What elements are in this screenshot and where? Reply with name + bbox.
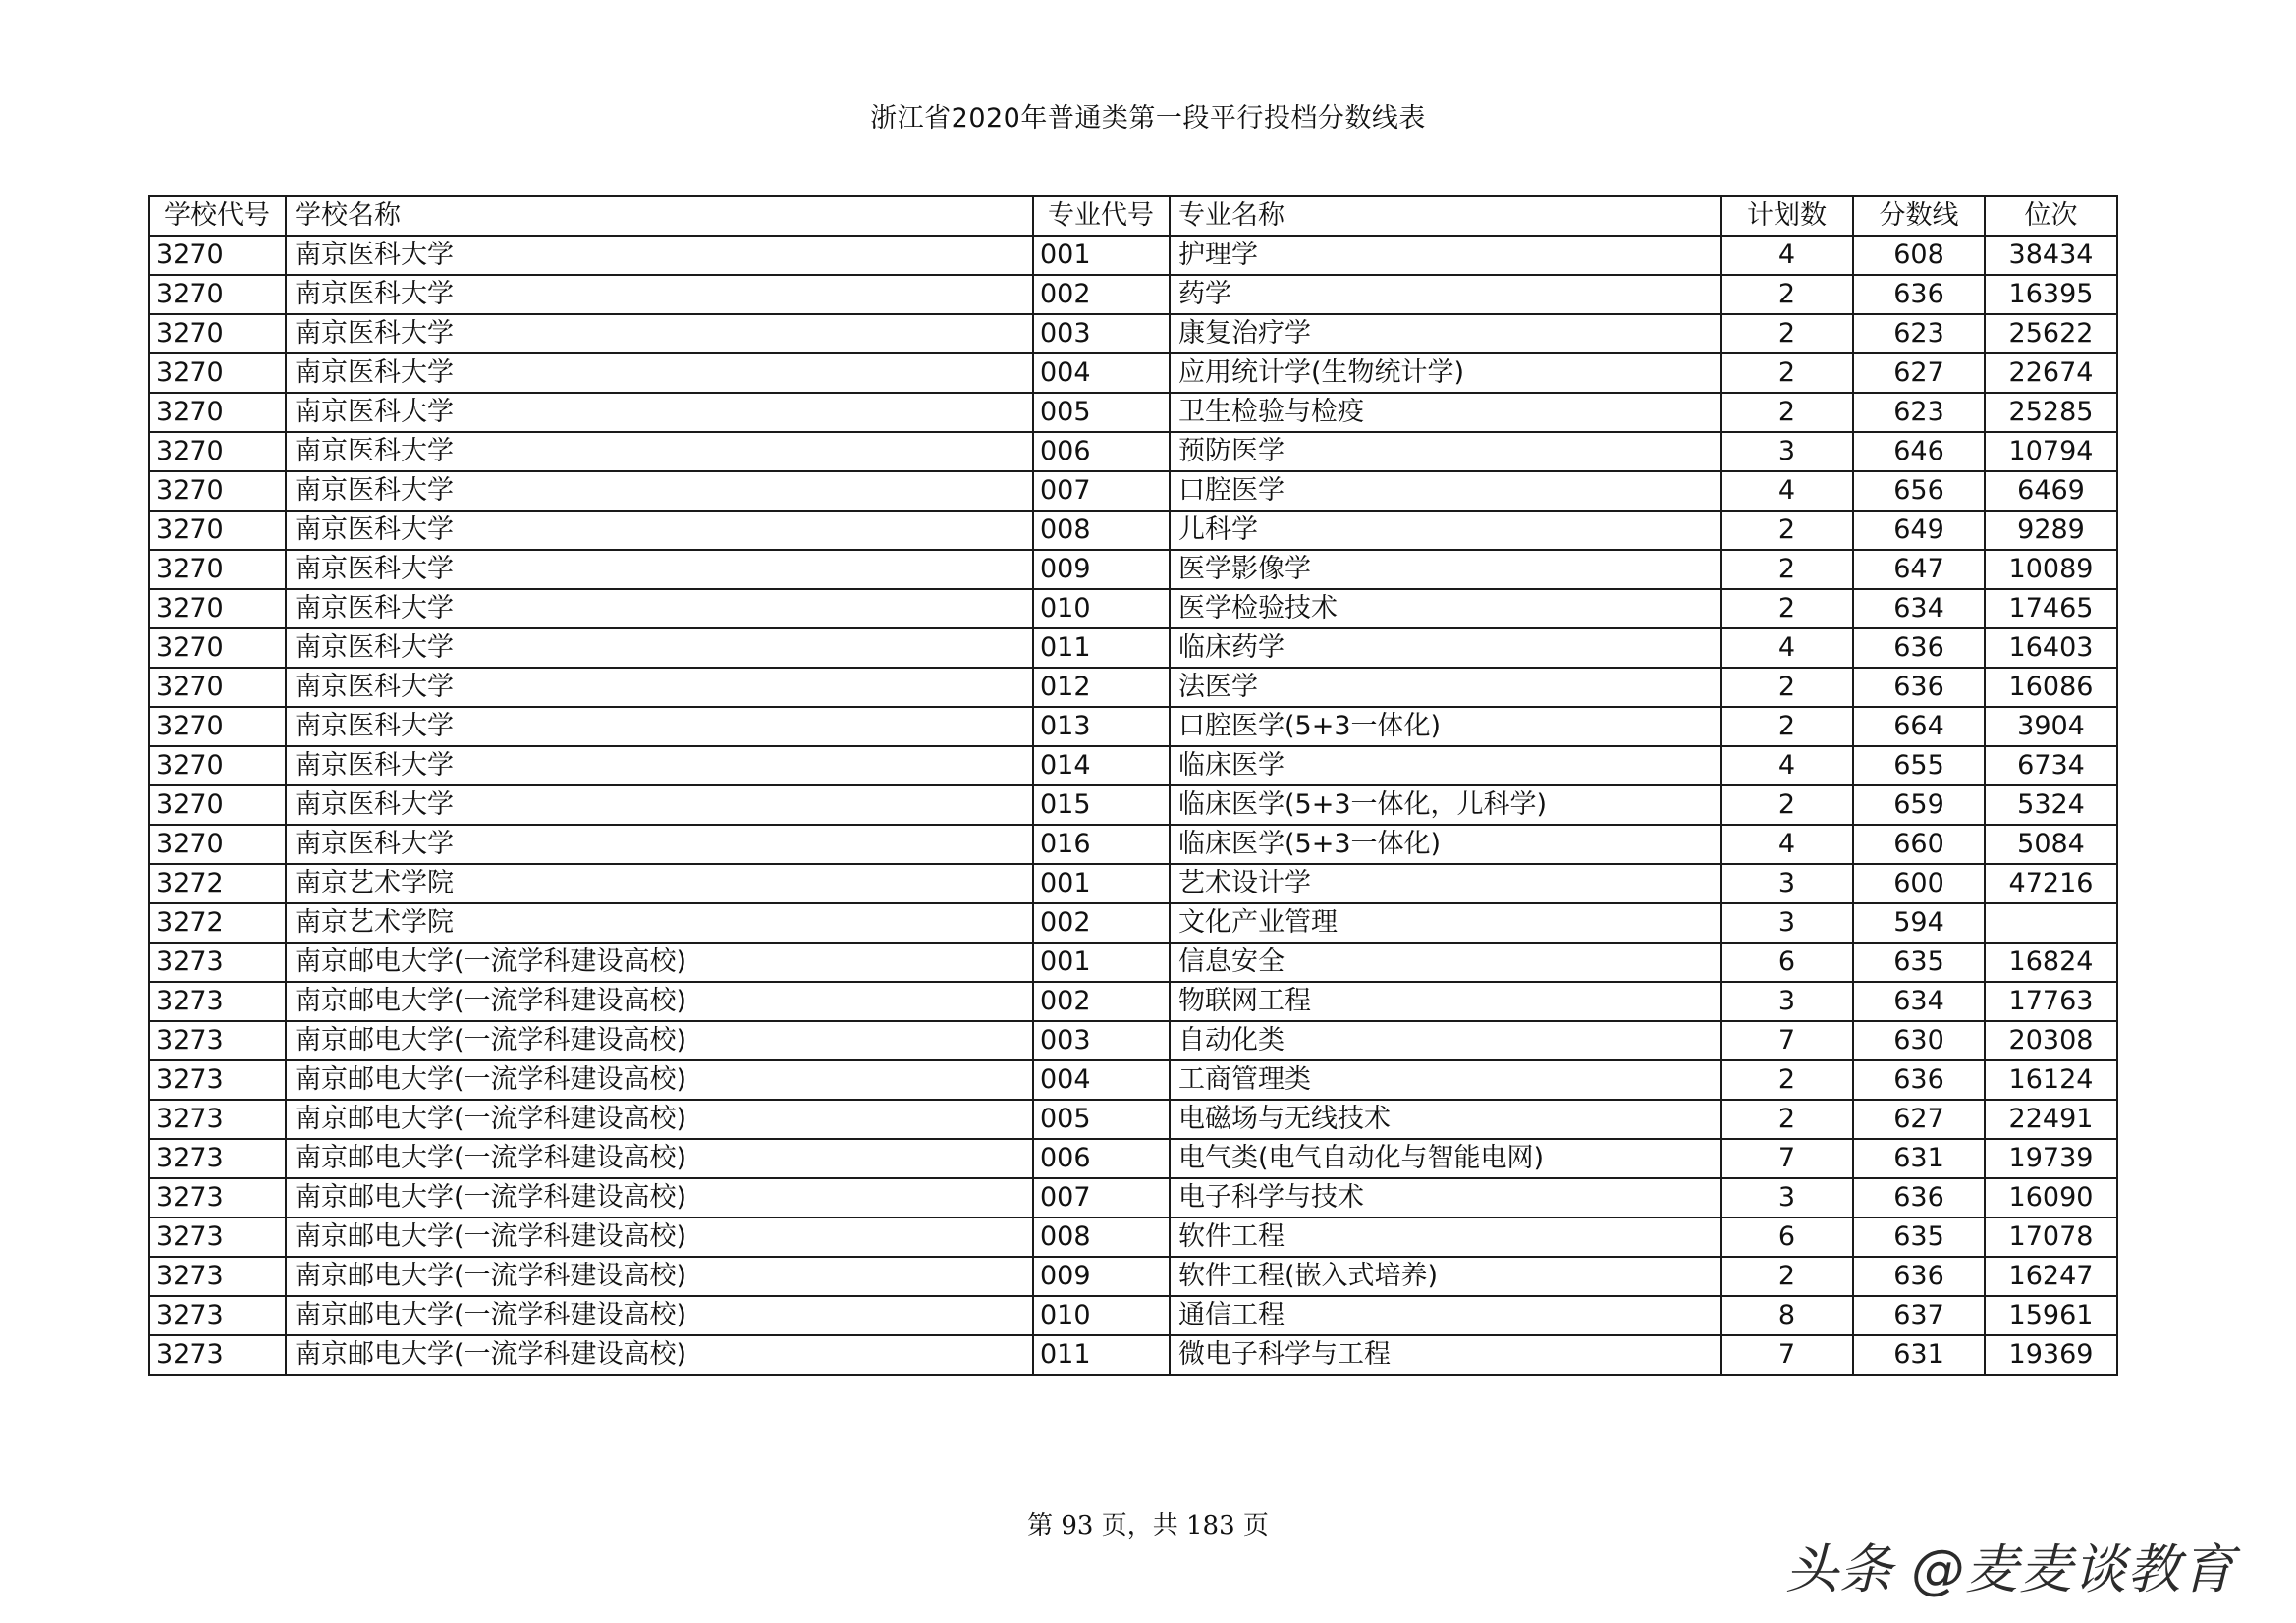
cell-major-code: 012 bbox=[1033, 668, 1170, 707]
cell-rank: 16247 bbox=[1985, 1257, 2117, 1296]
cell-score: 660 bbox=[1853, 825, 1985, 864]
cell-major-code: 010 bbox=[1033, 1296, 1170, 1335]
cell-score: 637 bbox=[1853, 1296, 1985, 1335]
cell-score: 634 bbox=[1853, 589, 1985, 628]
cell-major-name: 微电子科学与工程 bbox=[1170, 1335, 1721, 1375]
table-row bbox=[149, 314, 2117, 353]
cell-school-name: 南京艺术学院 bbox=[286, 864, 1033, 903]
cell-school-code: 3270 bbox=[149, 471, 286, 511]
table-row bbox=[149, 1021, 2117, 1060]
cell-major-name: 电磁场与无线技术 bbox=[1170, 1100, 1721, 1139]
cell-plan: 2 bbox=[1721, 1060, 1853, 1100]
cell-rank: 47216 bbox=[1985, 864, 2117, 903]
cell-school-code: 3270 bbox=[149, 707, 286, 746]
cell-major-name: 文化产业管理 bbox=[1170, 903, 1721, 943]
cell-school-name: 南京医科大学 bbox=[286, 353, 1033, 393]
cell-major-code: 001 bbox=[1033, 943, 1170, 982]
cell-score: 659 bbox=[1853, 785, 1985, 825]
cell-major-name: 护理学 bbox=[1170, 236, 1721, 275]
cell-rank: 3904 bbox=[1985, 707, 2117, 746]
cell-school-name: 南京医科大学 bbox=[286, 432, 1033, 471]
cell-school-code: 3270 bbox=[149, 393, 286, 432]
cell-rank: 25622 bbox=[1985, 314, 2117, 353]
cell-major-code: 010 bbox=[1033, 589, 1170, 628]
cell-major-name: 电子科学与技术 bbox=[1170, 1178, 1721, 1217]
cell-school-code: 3270 bbox=[149, 785, 286, 825]
cell-school-code: 3272 bbox=[149, 864, 286, 903]
cell-score: 600 bbox=[1853, 864, 1985, 903]
cell-rank: 10089 bbox=[1985, 550, 2117, 589]
table-row bbox=[149, 1217, 2117, 1257]
cell-school-code: 3273 bbox=[149, 1296, 286, 1335]
table-row bbox=[149, 628, 2117, 668]
cell-rank: 16124 bbox=[1985, 1060, 2117, 1100]
cell-school-code: 3270 bbox=[149, 314, 286, 353]
cell-score: 594 bbox=[1853, 903, 1985, 943]
cell-school-code: 3273 bbox=[149, 943, 286, 982]
header-score: 分数线 bbox=[1853, 196, 1985, 236]
cell-plan: 3 bbox=[1721, 432, 1853, 471]
cell-score: 636 bbox=[1853, 628, 1985, 668]
cell-school-name: 南京医科大学 bbox=[286, 825, 1033, 864]
cell-school-name: 南京邮电大学(一流学科建设高校) bbox=[286, 1100, 1033, 1139]
table-row bbox=[149, 1296, 2117, 1335]
cell-school-code: 3273 bbox=[149, 1139, 286, 1178]
cell-plan: 2 bbox=[1721, 393, 1853, 432]
table-row bbox=[149, 1335, 2117, 1375]
cell-score: 627 bbox=[1853, 1100, 1985, 1139]
cell-score: 647 bbox=[1853, 550, 1985, 589]
cell-score: 664 bbox=[1853, 707, 1985, 746]
cell-rank: 38434 bbox=[1985, 236, 2117, 275]
cell-major-name: 卫生检验与检疫 bbox=[1170, 393, 1721, 432]
cell-school-code: 3270 bbox=[149, 432, 286, 471]
cell-school-code: 3273 bbox=[149, 1060, 286, 1100]
cell-major-name: 药学 bbox=[1170, 275, 1721, 314]
cell-major-name: 应用统计学(生物统计学) bbox=[1170, 353, 1721, 393]
cell-school-code: 3270 bbox=[149, 236, 286, 275]
cell-school-name: 南京医科大学 bbox=[286, 668, 1033, 707]
cell-major-code: 002 bbox=[1033, 982, 1170, 1021]
table-row bbox=[149, 1257, 2117, 1296]
cell-major-name: 工商管理类 bbox=[1170, 1060, 1721, 1100]
cell-score: 655 bbox=[1853, 746, 1985, 785]
cell-school-code: 3273 bbox=[149, 1257, 286, 1296]
document-title: 浙江省2020年普通类第一段平行投档分数线表 bbox=[870, 103, 1426, 134]
cell-school-code: 3272 bbox=[149, 903, 286, 943]
cell-plan: 3 bbox=[1721, 1178, 1853, 1217]
cell-major-name: 临床医学(5+3一体化，儿科学) bbox=[1170, 785, 1721, 825]
cell-plan: 3 bbox=[1721, 982, 1853, 1021]
cell-plan: 2 bbox=[1721, 511, 1853, 550]
cell-school-code: 3270 bbox=[149, 628, 286, 668]
table-header bbox=[149, 196, 2117, 236]
cell-score: 635 bbox=[1853, 943, 1985, 982]
cell-major-code: 006 bbox=[1033, 1139, 1170, 1178]
cell-school-code: 3273 bbox=[149, 1021, 286, 1060]
cell-school-name: 南京医科大学 bbox=[286, 393, 1033, 432]
cell-major-name: 信息安全 bbox=[1170, 943, 1721, 982]
cell-school-code: 3270 bbox=[149, 746, 286, 785]
cell-school-name: 南京邮电大学(一流学科建设高校) bbox=[286, 1178, 1033, 1217]
cell-score: 636 bbox=[1853, 275, 1985, 314]
cell-plan: 2 bbox=[1721, 668, 1853, 707]
cell-plan: 8 bbox=[1721, 1296, 1853, 1335]
cell-major-code: 015 bbox=[1033, 785, 1170, 825]
cell-school-name: 南京医科大学 bbox=[286, 589, 1033, 628]
cell-plan: 2 bbox=[1721, 353, 1853, 393]
cell-school-name: 南京邮电大学(一流学科建设高校) bbox=[286, 1257, 1033, 1296]
cell-major-name: 预防医学 bbox=[1170, 432, 1721, 471]
cell-school-code: 3270 bbox=[149, 668, 286, 707]
cell-school-code: 3273 bbox=[149, 1217, 286, 1257]
cell-plan: 7 bbox=[1721, 1139, 1853, 1178]
cell-major-code: 011 bbox=[1033, 1335, 1170, 1375]
table-row bbox=[149, 236, 2117, 275]
cell-school-code: 3270 bbox=[149, 353, 286, 393]
table-row bbox=[149, 1139, 2117, 1178]
cell-score: 636 bbox=[1853, 1060, 1985, 1100]
cell-school-code: 3270 bbox=[149, 550, 286, 589]
cell-major-code: 004 bbox=[1033, 353, 1170, 393]
table-row bbox=[149, 785, 2117, 825]
cell-rank: 10794 bbox=[1985, 432, 2117, 471]
cell-rank: 16395 bbox=[1985, 275, 2117, 314]
cell-rank: 16086 bbox=[1985, 668, 2117, 707]
cell-plan: 2 bbox=[1721, 785, 1853, 825]
cell-plan: 6 bbox=[1721, 1217, 1853, 1257]
cell-score: 649 bbox=[1853, 511, 1985, 550]
cell-school-name: 南京医科大学 bbox=[286, 471, 1033, 511]
cell-major-code: 002 bbox=[1033, 275, 1170, 314]
cell-school-name: 南京医科大学 bbox=[286, 746, 1033, 785]
cell-major-name: 艺术设计学 bbox=[1170, 864, 1721, 903]
cell-plan: 4 bbox=[1721, 746, 1853, 785]
cell-rank: 22674 bbox=[1985, 353, 2117, 393]
cell-school-name: 南京医科大学 bbox=[286, 628, 1033, 668]
cell-score: 623 bbox=[1853, 393, 1985, 432]
cell-rank: 9289 bbox=[1985, 511, 2117, 550]
table-row bbox=[149, 903, 2117, 943]
table-row bbox=[149, 1100, 2117, 1139]
cell-major-name: 临床医学(5+3一体化) bbox=[1170, 825, 1721, 864]
cell-score: 623 bbox=[1853, 314, 1985, 353]
cell-major-name: 通信工程 bbox=[1170, 1296, 1721, 1335]
cell-school-code: 3273 bbox=[149, 982, 286, 1021]
cell-major-name: 口腔医学 bbox=[1170, 471, 1721, 511]
table-row bbox=[149, 668, 2117, 707]
table-row bbox=[149, 432, 2117, 471]
cell-rank: 5324 bbox=[1985, 785, 2117, 825]
table-row bbox=[149, 825, 2117, 864]
cell-score: 630 bbox=[1853, 1021, 1985, 1060]
cell-rank: 15961 bbox=[1985, 1296, 2117, 1335]
cell-rank: 17078 bbox=[1985, 1217, 2117, 1257]
cell-major-name: 临床药学 bbox=[1170, 628, 1721, 668]
cell-major-name: 软件工程 bbox=[1170, 1217, 1721, 1257]
cell-school-name: 南京邮电大学(一流学科建设高校) bbox=[286, 1060, 1033, 1100]
cell-major-code: 004 bbox=[1033, 1060, 1170, 1100]
cell-major-code: 005 bbox=[1033, 1100, 1170, 1139]
cell-rank: 20308 bbox=[1985, 1021, 2117, 1060]
cell-rank: 16824 bbox=[1985, 943, 2117, 982]
cell-plan: 2 bbox=[1721, 550, 1853, 589]
cell-score: 631 bbox=[1853, 1335, 1985, 1375]
cell-major-code: 009 bbox=[1033, 550, 1170, 589]
cell-major-name: 康复治疗学 bbox=[1170, 314, 1721, 353]
cell-major-code: 016 bbox=[1033, 825, 1170, 864]
cell-major-name: 法医学 bbox=[1170, 668, 1721, 707]
cell-rank: 6734 bbox=[1985, 746, 2117, 785]
table-row bbox=[149, 707, 2117, 746]
cell-school-code: 3270 bbox=[149, 511, 286, 550]
cell-major-code: 014 bbox=[1033, 746, 1170, 785]
cell-score: 636 bbox=[1853, 668, 1985, 707]
cell-rank: 19369 bbox=[1985, 1335, 2117, 1375]
cell-plan: 4 bbox=[1721, 236, 1853, 275]
cell-major-code: 009 bbox=[1033, 1257, 1170, 1296]
cell-rank: 22491 bbox=[1985, 1100, 2117, 1139]
cell-plan: 2 bbox=[1721, 1100, 1853, 1139]
cell-rank: 17465 bbox=[1985, 589, 2117, 628]
header-rank: 位次 bbox=[1985, 196, 2117, 236]
cell-school-name: 南京邮电大学(一流学科建设高校) bbox=[286, 1335, 1033, 1375]
cell-school-name: 南京医科大学 bbox=[286, 550, 1033, 589]
cell-major-name: 口腔医学(5+3一体化) bbox=[1170, 707, 1721, 746]
header-major-name: 专业名称 bbox=[1170, 196, 1721, 236]
cell-school-name: 南京邮电大学(一流学科建设高校) bbox=[286, 1296, 1033, 1335]
cell-plan: 4 bbox=[1721, 628, 1853, 668]
cell-school-name: 南京邮电大学(一流学科建设高校) bbox=[286, 1217, 1033, 1257]
cell-score: 646 bbox=[1853, 432, 1985, 471]
cell-rank: 25285 bbox=[1985, 393, 2117, 432]
cell-score: 634 bbox=[1853, 982, 1985, 1021]
page-number: 第 93 页，共 183 页 bbox=[1027, 1511, 1269, 1541]
header-major-code: 专业代号 bbox=[1033, 196, 1170, 236]
table-row bbox=[149, 471, 2117, 511]
cell-major-name: 医学检验技术 bbox=[1170, 589, 1721, 628]
cell-major-name: 软件工程(嵌入式培养) bbox=[1170, 1257, 1721, 1296]
header-row bbox=[149, 196, 2117, 236]
cell-rank: 19739 bbox=[1985, 1139, 2117, 1178]
cell-plan: 2 bbox=[1721, 707, 1853, 746]
cell-school-name: 南京邮电大学(一流学科建设高校) bbox=[286, 943, 1033, 982]
cell-plan: 2 bbox=[1721, 589, 1853, 628]
cell-school-name: 南京医科大学 bbox=[286, 314, 1033, 353]
table-row bbox=[149, 511, 2117, 550]
cell-plan: 3 bbox=[1721, 864, 1853, 903]
table-row bbox=[149, 982, 2117, 1021]
cell-major-name: 电气类(电气自动化与智能电网) bbox=[1170, 1139, 1721, 1178]
cell-score: 627 bbox=[1853, 353, 1985, 393]
cell-plan: 7 bbox=[1721, 1335, 1853, 1375]
cell-major-code: 007 bbox=[1033, 1178, 1170, 1217]
header-school-code: 学校代号 bbox=[149, 196, 286, 236]
cell-major-name: 临床医学 bbox=[1170, 746, 1721, 785]
cell-major-code: 007 bbox=[1033, 471, 1170, 511]
header-school-name: 学校名称 bbox=[286, 196, 1033, 236]
cell-school-name: 南京邮电大学(一流学科建设高校) bbox=[286, 1139, 1033, 1178]
watermark-logo: 头条 @麦麦谈教育 bbox=[1785, 1539, 2236, 1600]
cell-major-code: 001 bbox=[1033, 864, 1170, 903]
cell-major-code: 011 bbox=[1033, 628, 1170, 668]
cell-plan: 3 bbox=[1721, 903, 1853, 943]
cell-plan: 4 bbox=[1721, 471, 1853, 511]
cell-school-name: 南京医科大学 bbox=[286, 511, 1033, 550]
header-plan: 计划数 bbox=[1721, 196, 1853, 236]
table-row bbox=[149, 1060, 2117, 1100]
cell-rank: 6469 bbox=[1985, 471, 2117, 511]
cell-rank: 5084 bbox=[1985, 825, 2117, 864]
cell-rank bbox=[1985, 903, 2117, 943]
cell-major-code: 006 bbox=[1033, 432, 1170, 471]
cell-major-code: 003 bbox=[1033, 1021, 1170, 1060]
cell-plan: 4 bbox=[1721, 825, 1853, 864]
cell-major-name: 医学影像学 bbox=[1170, 550, 1721, 589]
cell-school-code: 3270 bbox=[149, 589, 286, 628]
cell-major-code: 005 bbox=[1033, 393, 1170, 432]
cell-score: 608 bbox=[1853, 236, 1985, 275]
table-row bbox=[149, 393, 2117, 432]
cell-major-name: 物联网工程 bbox=[1170, 982, 1721, 1021]
table-row bbox=[149, 943, 2117, 982]
table-row bbox=[149, 589, 2117, 628]
cell-score: 656 bbox=[1853, 471, 1985, 511]
cell-score: 636 bbox=[1853, 1178, 1985, 1217]
cell-plan: 6 bbox=[1721, 943, 1853, 982]
table-row bbox=[149, 353, 2117, 393]
cell-school-name: 南京邮电大学(一流学科建设高校) bbox=[286, 1021, 1033, 1060]
table-row bbox=[149, 1178, 2117, 1217]
table-row bbox=[149, 275, 2117, 314]
table-row bbox=[149, 864, 2117, 903]
cell-school-code: 3273 bbox=[149, 1100, 286, 1139]
cell-school-name: 南京医科大学 bbox=[286, 236, 1033, 275]
cell-score: 635 bbox=[1853, 1217, 1985, 1257]
cell-rank: 16403 bbox=[1985, 628, 2117, 668]
cell-school-name: 南京医科大学 bbox=[286, 785, 1033, 825]
cell-rank: 17763 bbox=[1985, 982, 2117, 1021]
cell-major-code: 013 bbox=[1033, 707, 1170, 746]
cell-major-code: 008 bbox=[1033, 1217, 1170, 1257]
cell-score: 631 bbox=[1853, 1139, 1985, 1178]
cell-school-code: 3273 bbox=[149, 1178, 286, 1217]
cell-school-name: 南京医科大学 bbox=[286, 707, 1033, 746]
cell-school-code: 3270 bbox=[149, 275, 286, 314]
score-table bbox=[148, 195, 2118, 1376]
cell-plan: 2 bbox=[1721, 314, 1853, 353]
cell-school-name: 南京邮电大学(一流学科建设高校) bbox=[286, 982, 1033, 1021]
cell-school-name: 南京艺术学院 bbox=[286, 903, 1033, 943]
table-row bbox=[149, 550, 2117, 589]
cell-plan: 2 bbox=[1721, 1257, 1853, 1296]
table-body bbox=[149, 236, 2117, 1375]
cell-major-code: 002 bbox=[1033, 903, 1170, 943]
table-row bbox=[149, 746, 2117, 785]
cell-major-code: 008 bbox=[1033, 511, 1170, 550]
cell-school-code: 3270 bbox=[149, 825, 286, 864]
cell-plan: 2 bbox=[1721, 275, 1853, 314]
cell-school-name: 南京医科大学 bbox=[286, 275, 1033, 314]
cell-major-code: 001 bbox=[1033, 236, 1170, 275]
cell-major-name: 自动化类 bbox=[1170, 1021, 1721, 1060]
cell-rank: 16090 bbox=[1985, 1178, 2117, 1217]
cell-plan: 7 bbox=[1721, 1021, 1853, 1060]
cell-major-name: 儿科学 bbox=[1170, 511, 1721, 550]
cell-score: 636 bbox=[1853, 1257, 1985, 1296]
cell-major-code: 003 bbox=[1033, 314, 1170, 353]
cell-school-code: 3273 bbox=[149, 1335, 286, 1375]
